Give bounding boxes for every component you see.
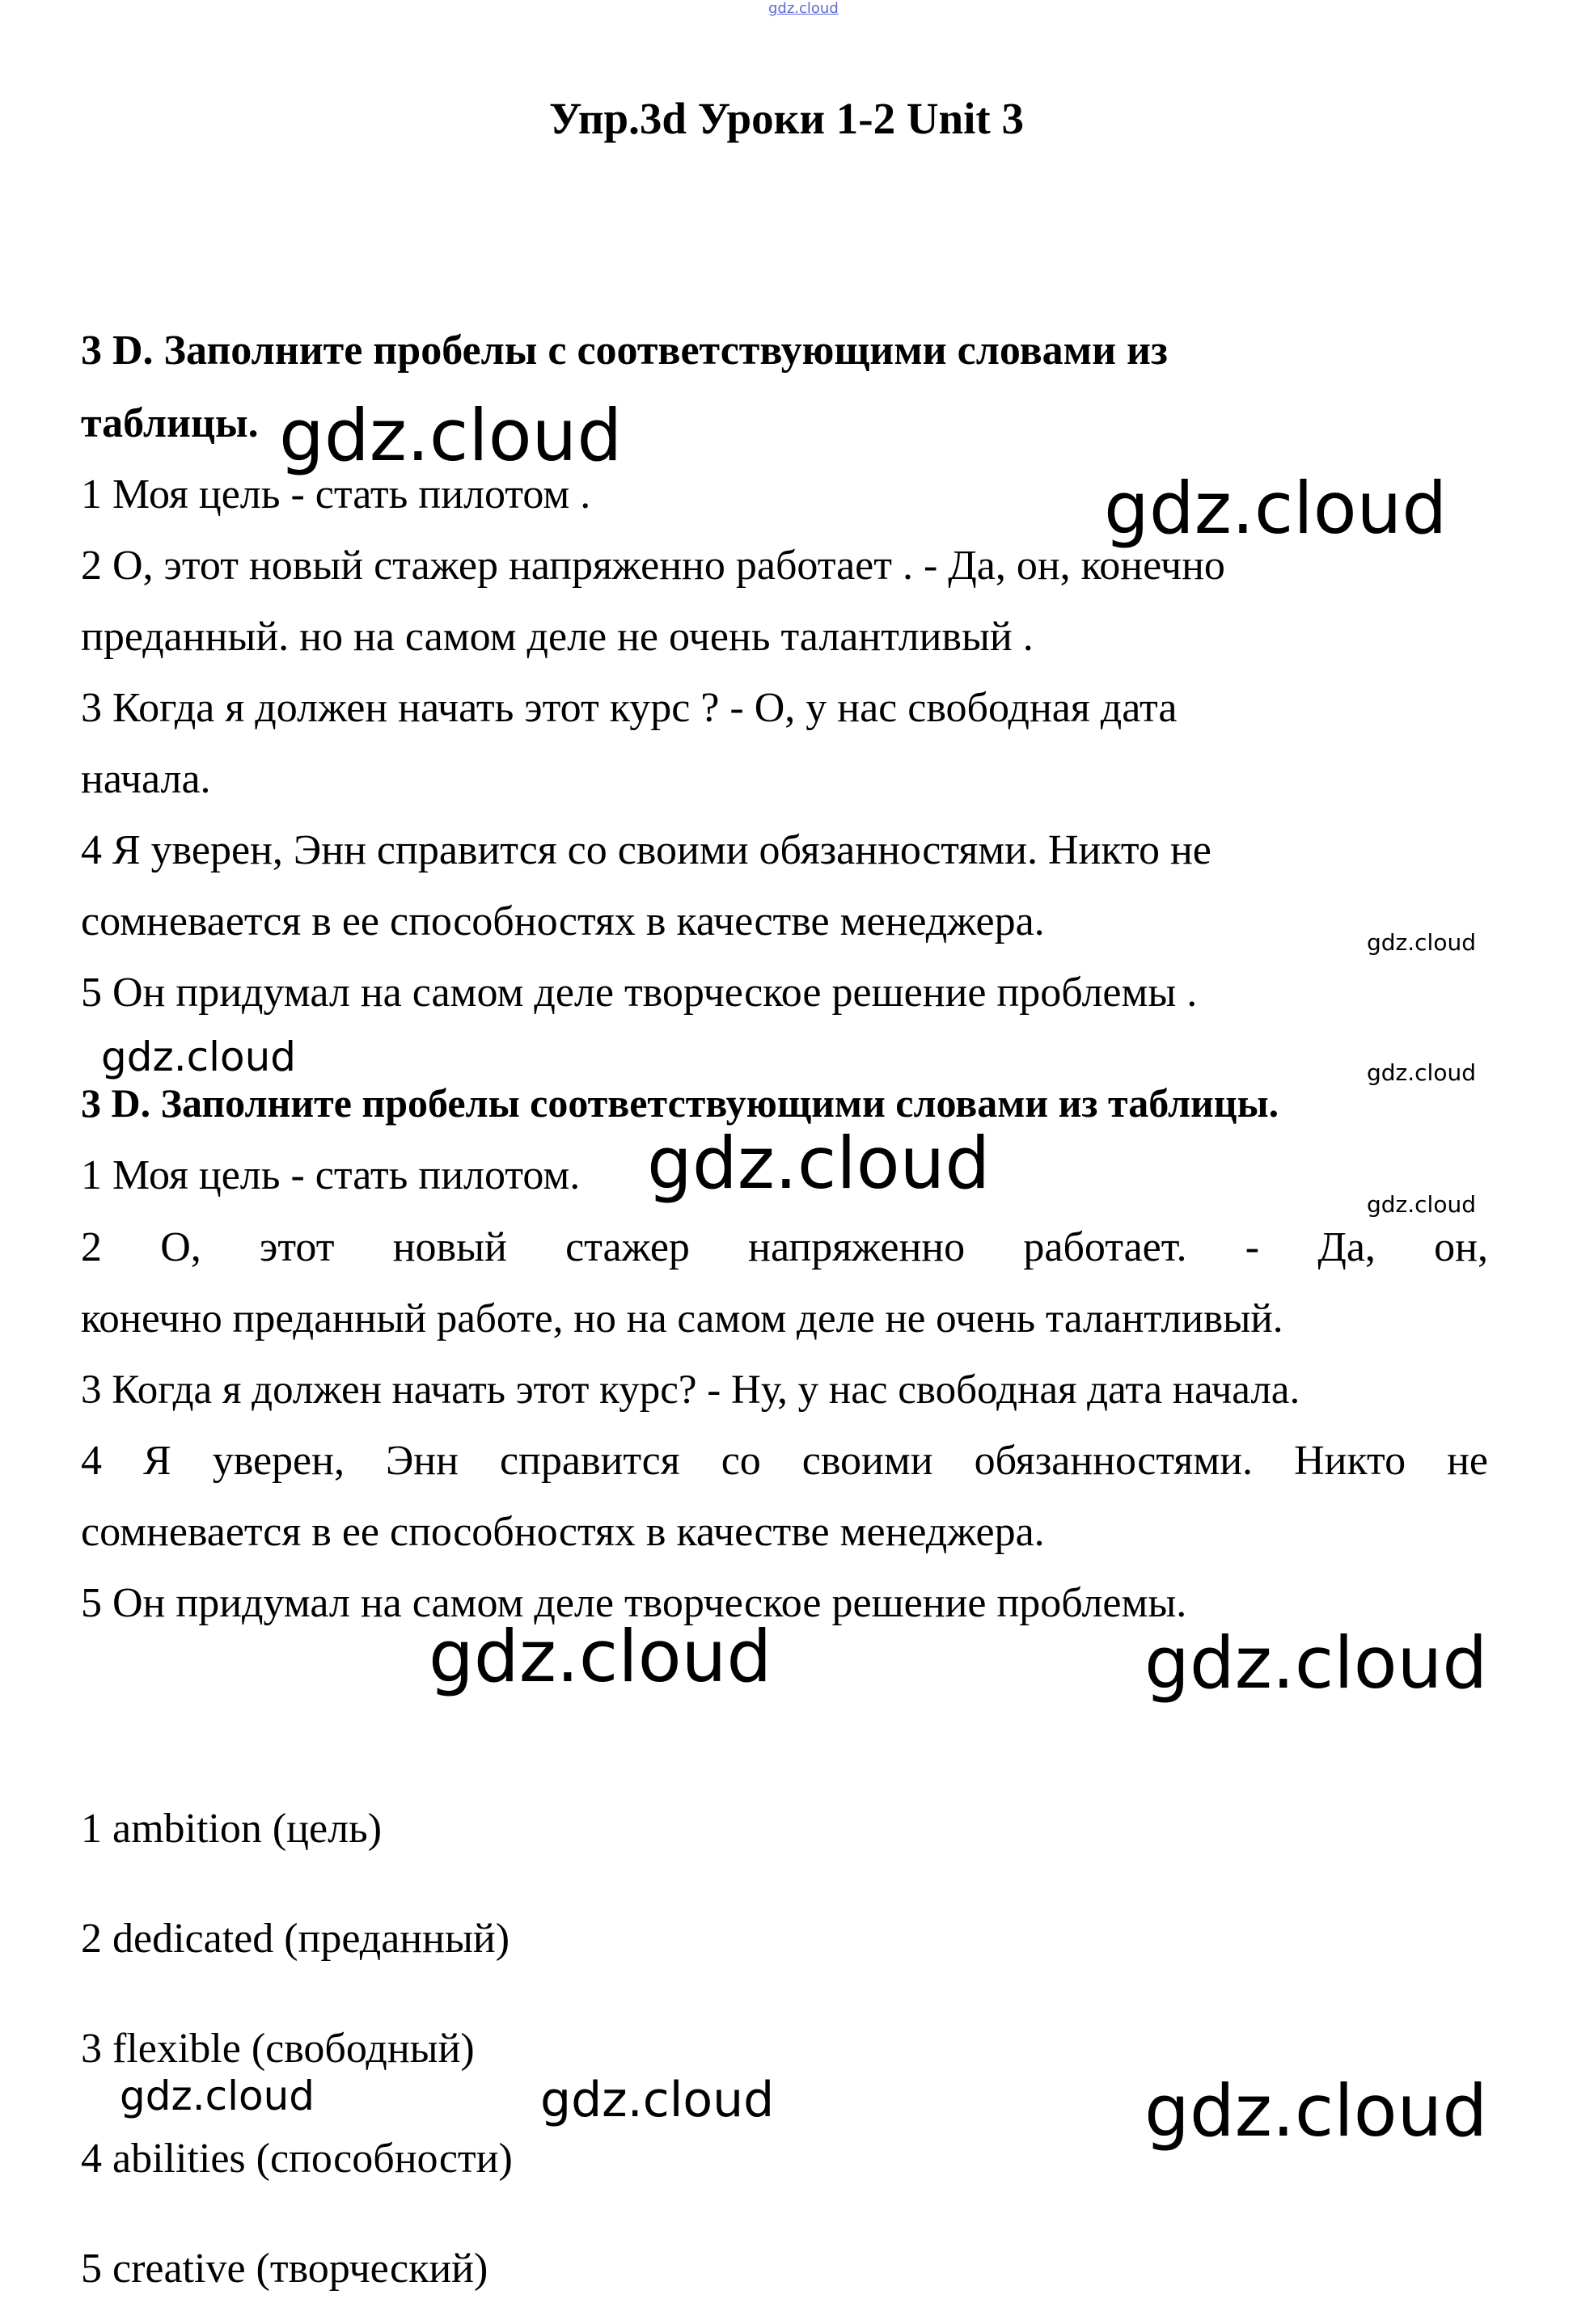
section2-line: сомневается в ее способностях в качестве менеджера. <box>81 1509 1045 1555</box>
watermark: gdz.cloud <box>768 0 839 17</box>
section1-line: сомневается в ее способностях в качестве менеджера. <box>81 898 1045 944</box>
section2-line: 1 Моя цель - стать пилотом. <box>81 1152 581 1198</box>
section1-line: 3 Когда я должен начать этот курс ? - О, у нас свободная дата <box>81 685 1178 731</box>
watermark: gdz.cloud <box>1367 1059 1476 1086</box>
section1-line: преданный. но на самом деле не очень талантливый . <box>81 614 1034 660</box>
section1-heading-cont: таблицы. <box>81 400 259 446</box>
watermark: gdz.cloud <box>429 1615 772 1698</box>
vocab-item: 2 dedicated (преданный) <box>81 1916 510 1962</box>
vocab-item: 5 creative (творческий) <box>81 2246 488 2292</box>
watermark: gdz.cloud <box>647 1122 991 1205</box>
vocab-item: 1 ambition (цель) <box>81 1806 383 1852</box>
section1-line: 4 Я уверен, Энн справится со своими обязанностями. Никто не <box>81 827 1211 873</box>
watermark: gdz.cloud <box>1367 1191 1476 1218</box>
watermark: gdz.cloud <box>1144 1621 1488 1705</box>
section1-line: 1 Моя цель - стать пилотом . <box>81 471 591 518</box>
section1-line: начала. <box>81 756 211 802</box>
watermark: gdz.cloud <box>1367 929 1476 956</box>
vocab-item: 3 flexible (свободный) <box>81 2026 475 2072</box>
section2-line: конечно преданный работе, но на самом деле не очень талантливый. <box>81 1296 1283 1342</box>
section2-heading: 3 D. Заполните пробелы соответствующими словами из таблицы. <box>81 1080 1279 1126</box>
watermark: gdz.cloud <box>120 2073 315 2119</box>
section1-heading: 3 D. Заполните пробелы с соответствующими словами из <box>81 327 1168 374</box>
watermark: gdz.cloud <box>540 2072 775 2128</box>
watermark: gdz.cloud <box>1104 467 1448 550</box>
section2-line: 4 Я уверен, Энн справится со своими обязанностями. Никто не <box>81 1438 1488 1484</box>
section1-line: 2 О, этот новый стажер напряженно работает . - Да, он, конечно <box>81 543 1225 589</box>
section1-line: 5 Он придумал на самом деле творческое решение проблемы . <box>81 970 1198 1016</box>
section2-line: 2 О, этот новый стажер напряженно работает. - Да, он, <box>81 1224 1488 1270</box>
page-title: Упр.3d Уроки 1-2 Unit 3 <box>548 94 1024 143</box>
watermark: gdz.cloud <box>279 394 623 477</box>
section2-line: 3 Когда я должен начать этот курс? - Ну, у нас свободная дата начала. <box>81 1367 1300 1413</box>
watermark: gdz.cloud <box>1144 2069 1488 2153</box>
watermark: gdz.cloud <box>101 1033 297 1080</box>
section2-line: 5 Он придумал на самом деле творческое решение проблемы. <box>81 1580 1187 1626</box>
vocab-item: 4 abilities (способности) <box>81 2136 513 2182</box>
